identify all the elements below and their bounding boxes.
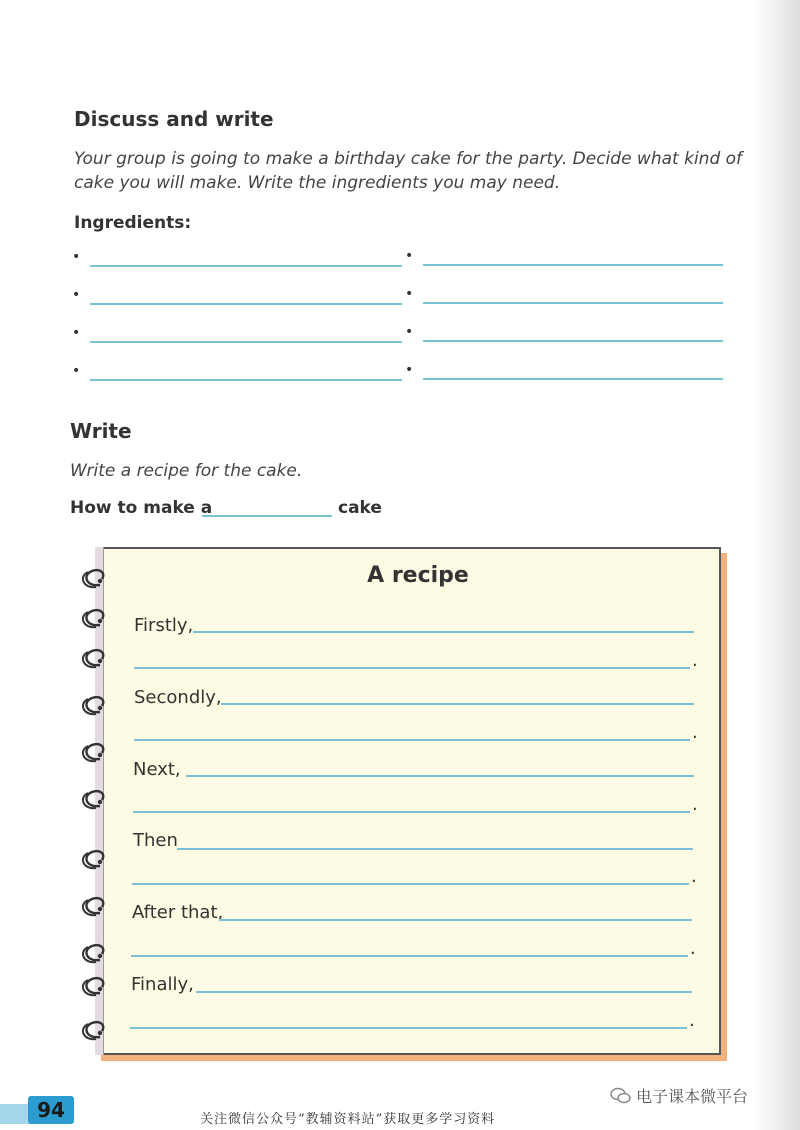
spiral-ring [76,844,122,874]
discuss-heading: Discuss and write [74,107,274,131]
how-to-prefix: How to make a [70,498,213,518]
spiral-ring [76,690,122,720]
wechat-badge [610,1084,748,1109]
step-continuation-line[interactable] [132,883,689,885]
step-continuation-line[interactable] [133,811,690,813]
step-line[interactable] [196,991,692,993]
ingredient-line[interactable] [423,302,723,304]
ingredient-row[interactable] [72,285,402,305]
write-instruction: Write a recipe for the cake. [70,461,303,481]
bullet: • [72,249,81,265]
ingredient-line[interactable] [90,265,402,267]
ingredient-row[interactable] [72,361,402,381]
end-period: . [690,938,696,959]
ingredient-line[interactable] [90,379,402,381]
step-label: Next, [133,759,181,780]
spiral-ring [76,603,122,633]
end-period: . [692,650,698,671]
bullet: • [405,324,414,340]
bullet: • [72,287,81,303]
recipe-title: A recipe [367,563,469,588]
watermark-text: 关注微信公众号“教辅资料站”获取更多学习资料 [200,1112,496,1127]
step-continuation-line[interactable] [134,739,690,741]
ingredient-row[interactable] [72,247,402,267]
bullet: • [72,363,81,379]
bullet: • [72,325,81,341]
wechat-label: 电子课本微平台 [636,1087,749,1106]
step-label: Secondly, [134,687,222,708]
page-number-strip [0,1104,30,1124]
step-label: Then [133,830,178,851]
spiral-ring [76,784,122,814]
ingredient-row[interactable] [405,360,723,380]
page-edge-shadow [752,0,800,1130]
how-to-suffix: cake [338,498,382,518]
spiral-ring [76,971,122,1001]
end-period: . [692,794,698,815]
ingredient-line[interactable] [90,303,402,305]
step-label: After that, [132,902,224,923]
ingredient-row[interactable] [405,284,723,304]
step-label: Finally, [131,974,194,995]
cake-type-line[interactable] [202,515,332,517]
step-continuation-line[interactable] [130,1027,687,1029]
step-label: Firstly, [134,615,194,636]
page-number: 94 [28,1096,74,1124]
discuss-instruction-line2: cake you will make. Write the ingredients you may need. [74,173,561,193]
bullet: • [405,286,414,302]
ingredient-row[interactable] [405,246,723,266]
step-line[interactable] [193,631,694,633]
spiral-ring [76,938,122,968]
step-line[interactable] [186,775,694,777]
ingredient-line[interactable] [423,264,723,266]
ingredient-line[interactable] [423,340,723,342]
ingredient-line[interactable] [423,378,723,380]
end-period: . [691,866,697,887]
bullet: • [405,362,414,378]
end-period: . [692,722,698,743]
bullet: • [405,248,414,264]
ingredient-row[interactable] [72,323,402,343]
ingredient-line[interactable] [90,341,402,343]
step-continuation-line[interactable] [131,955,688,957]
end-period: . [689,1010,695,1031]
step-continuation-line[interactable] [134,667,690,669]
spiral-ring [76,737,122,767]
spiral-ring [76,643,122,673]
write-heading: Write [70,419,132,443]
ingredients-label: Ingredients: [74,213,192,233]
wechat-icon [610,1087,632,1109]
ingredient-row[interactable] [405,322,723,342]
step-line[interactable] [221,703,694,705]
spiral-ring [76,1015,122,1045]
step-line[interactable] [219,919,692,921]
discuss-instruction-line1: Your group is going to make a birthday cake for the party. Decide what kind of [74,149,743,169]
step-line[interactable] [177,848,693,850]
spiral-ring [76,891,122,921]
